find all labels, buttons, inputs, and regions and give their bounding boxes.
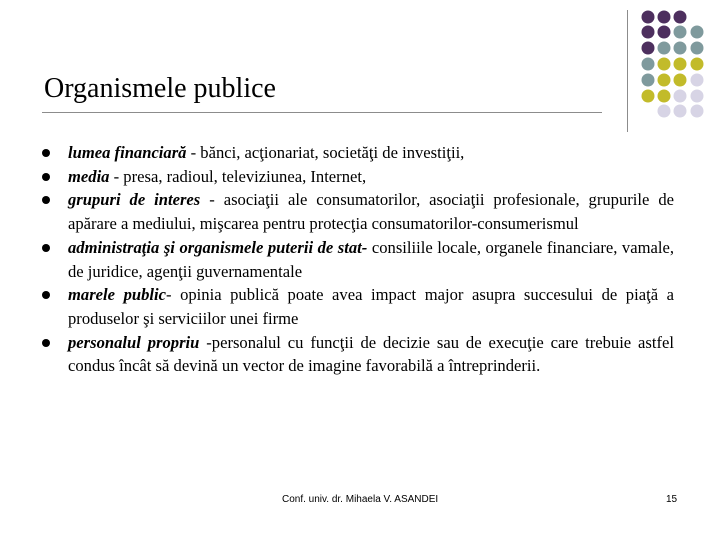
list-item-term: administraţia şi organismele puterii de stat- xyxy=(68,237,368,257)
list-item-text: - bănci, acţionariat, societăţi de investiţii, xyxy=(186,143,465,162)
bullet-list xyxy=(42,141,674,378)
vertical-divider-line xyxy=(627,10,628,132)
decorative-dot xyxy=(658,42,671,55)
decorative-dot xyxy=(642,26,655,39)
list-item-term: lumea financiară xyxy=(68,143,187,162)
list-item-text: consiliile locale, organele financiare, vamale, de juridice, agenţii guvernamentale xyxy=(68,237,674,281)
decorative-dot xyxy=(674,90,687,103)
decorative-dot xyxy=(642,74,655,87)
list-item-text: - asociaţii ale consumatorilor, asociaţii profesionale, grupurile de apărare a mediului, mişcarea pentru protecţia consumatorilor-consumerismul xyxy=(68,190,674,234)
list-item-term: media xyxy=(68,166,110,186)
decorative-dot xyxy=(658,90,671,103)
slide-footer: Conf. univ. dr. Mihaela V. ASANDEI xyxy=(282,494,439,505)
list-item-text: - presa, radioul, televiziunea, Internet, xyxy=(109,166,367,186)
decorative-dot xyxy=(658,11,671,24)
decorative-dot xyxy=(642,58,655,71)
bullet-icon xyxy=(42,196,50,204)
decorative-dot xyxy=(658,74,671,87)
list-item xyxy=(42,283,674,330)
decorative-dot xyxy=(658,58,671,71)
decorative-dot xyxy=(674,105,687,118)
decorative-dot xyxy=(642,90,655,103)
list-item-text: - opinia publică poate avea impact major asupra succesului de piaţă a produselor şi serviciilor unei firme xyxy=(68,285,674,328)
decorative-dot xyxy=(642,42,655,55)
decorative-dot xyxy=(691,90,704,103)
decorative-dot xyxy=(691,105,704,118)
list-item-text: -personalul cu funcţii de decizie sau de execuţie care trebuie astfel condus încât să devină un vector de imagine favorabilă a întreprinderii. xyxy=(68,332,674,376)
decorative-dot xyxy=(674,26,687,39)
list-item-term: personalul propriu xyxy=(68,332,200,352)
bullet-icon xyxy=(42,291,50,299)
decorative-dot xyxy=(691,74,704,87)
bullet-icon xyxy=(42,149,50,157)
decorative-dot xyxy=(691,26,704,39)
list-item xyxy=(42,188,674,235)
title-underline xyxy=(42,112,602,113)
list-item xyxy=(42,236,674,283)
list-item-term: marele public xyxy=(68,285,166,305)
decorative-dot xyxy=(658,26,671,39)
decorative-dot xyxy=(642,11,655,24)
decorative-dot xyxy=(691,42,704,55)
list-item xyxy=(42,165,674,189)
list-item-term: grupuri de interes xyxy=(68,190,201,210)
decorative-dot xyxy=(674,58,687,71)
bullet-icon xyxy=(42,244,50,252)
list-item xyxy=(42,331,674,378)
decorative-dot xyxy=(691,58,704,71)
decorative-dot-grid xyxy=(0,0,720,140)
decorative-dot xyxy=(674,11,687,24)
decorative-dot xyxy=(674,74,687,87)
list-item xyxy=(42,141,674,165)
slide-title: Organismele publice xyxy=(44,73,276,104)
decorative-dot xyxy=(674,42,687,55)
decorative-dot xyxy=(658,105,671,118)
bullet-icon xyxy=(42,339,50,347)
bullet-icon xyxy=(42,173,50,181)
page-number: 15 xyxy=(666,494,678,505)
